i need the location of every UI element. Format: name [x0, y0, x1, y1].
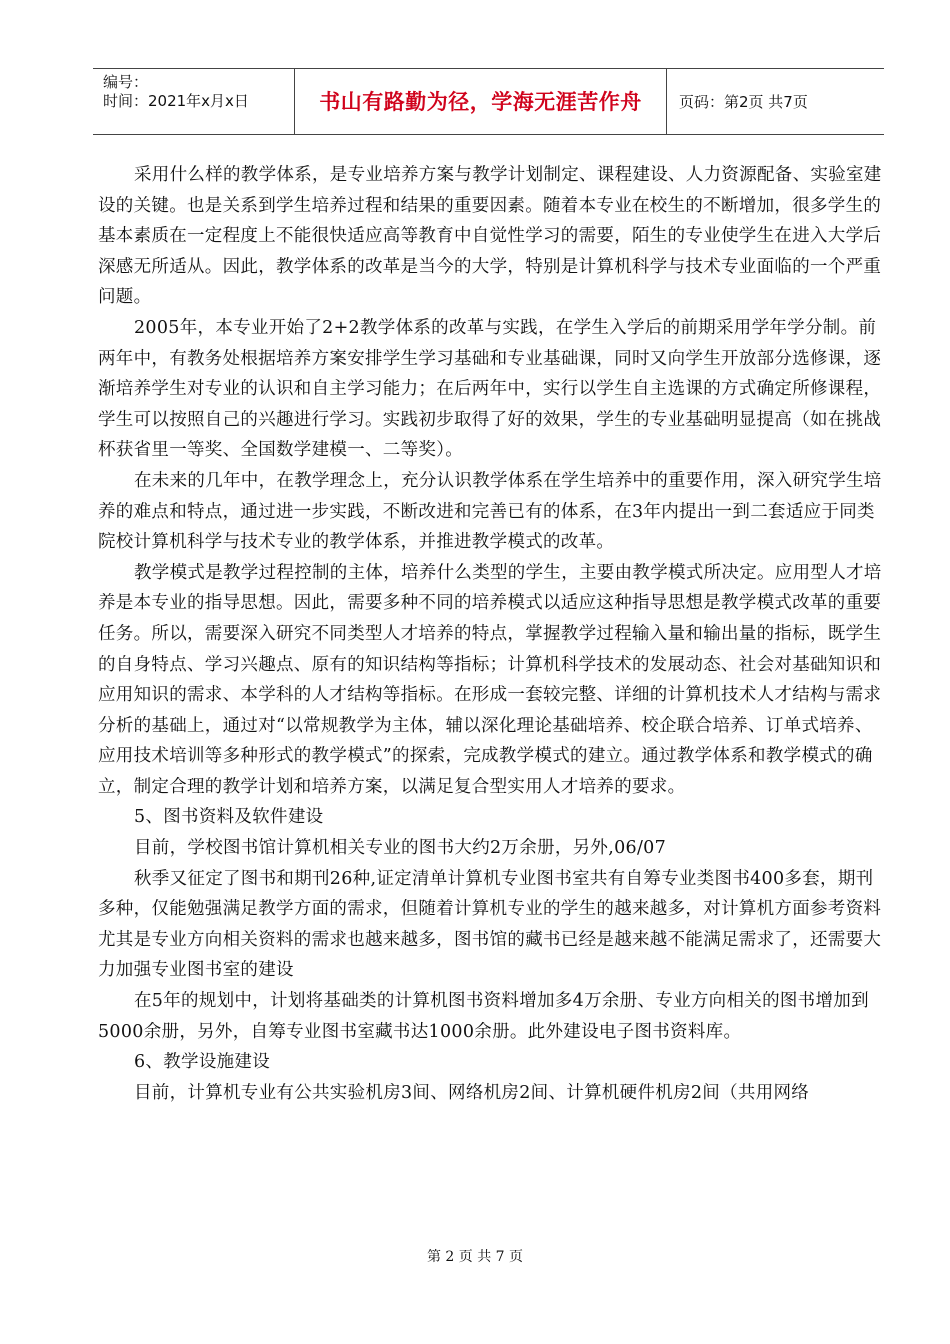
paragraph-teaching-system: 采用什么样的教学体系，是专业培养方案与教学计划制定、课程建设、人力资源配备、实验室建设的关键。也是关系到学生培养过程和结果的重要因素。随着本专业在校生的不断增加，很多学生的基本素质在一定程度上不能很快适应高等教育中自觉性学习的需要，陌生的专业使学生在进入大学后深感无所适从。因此，教学体系的改革是当今的大学，特别是计算机科学与技术专业面临的一个严重问题。 [98, 165, 882, 308]
header-motto: 书山有路勤为径，学海无涯苦作舟 [319, 90, 642, 114]
header-left-cell [93, 69, 295, 134]
paragraph-future-plan: 在未来的几年中，在教学理念上，充分认识教学体系在学生培养中的重要作用，深入研究学生培养的难点和特点，通过进一步实践，不断改进和完善已有的体系，在3年内提出一到二套适应于同类院校计算机科学与技术专业的教学体系，并推进教学模式的改革。 [98, 470, 882, 553]
section-heading-facilities: 6、教学设施建设 [134, 1052, 271, 1073]
paragraph-2005-reform: 2005年，本专业开始了2+2教学体系的改革与实践，在学生入学后的前期采用学年学分制。前两年中，有教务处根据培养方案安排学生学习基础和专业基础课，同时又向学生开放部分选修课，逐渐培养学生对专业的认识和自主学习能力；在后两年中，实行以学生自主选课的方式确定所修课程，学生可以按照自己的兴趣进行学习。实践初步取得了好的效果，学生的专业基础明显提高（如在挑战杯获省里一等奖、全国数学建模一、二等奖）。 [98, 317, 882, 461]
page-footer-number: 第 2 页 共 7 页 [426, 1249, 524, 1265]
header-page-cell [667, 69, 884, 134]
document-body [98, 160, 888, 1108]
header-page-info: 页码：第2页 共7页 [679, 93, 808, 111]
page-header [93, 68, 884, 135]
paragraph-library-plan: 在5年的规划中，计划将基础类的计算机图书资料增加多4万余册、专业方向相关的图书增加到5000余册，另外，自筹专业图书室藏书达1000余册。此外建设电子图书资料库。 [98, 991, 869, 1042]
section-heading-library: 5、图书资料及软件建设 [134, 807, 324, 828]
document-date: 时间：2021年x月x日 [103, 92, 249, 110]
paragraph-library-acquisition: 秋季又征定了图书和期刊26种,证定清单计算机专业图书室共有自筹专业类图书400多套，期刊多种，仅能勉强满足教学方面的需求，但随着计算机专业的学生的越来越多，对计算机方面参考资料尤其是专业方向相关资料的需求也越来越多，图书馆的藏书已经是越来越不能满足需求了，还需要大力加强专业图书室的建设 [98, 868, 882, 981]
paragraph-teaching-mode: 教学模式是教学过程控制的主体，培养什么类型的学生，主要由教学模式所决定。应用型人才培养是本专业的指导思想。因此，需要多种不同的培养模式以适应这种指导思想是教学模式改革的重要任务。所以，需要深入研究不同类型人才培养的特点，掌握教学过程输入量和输出量的指标，既学生的自身特点、学习兴趣点、原有的知识结构等指标；计算机科学技术的发展动态、社会对基础知识和应用知识的需求、本学科的人才结构等指标。在形成一套较完整、详细的计算机技术人才结构与需求分析的基础上，通过对“以常规教学为主体，辅以深化理论基础培养、校企联合培养、订单式培养、应用技术培训等多种形式的教学模式”的探索，完成教学模式的建立。通过教学体系和教学模式的确立，制定合理的教学计划和培养方案，以满足复合型实用人才培养的要求。 [98, 562, 882, 797]
paragraph-facilities-current: 目前，计算机专业有公共实验机房3间、网络机房2间、计算机硬件机房2间（共用网络 [134, 1082, 810, 1103]
header-motto-cell [295, 69, 667, 134]
paragraph-library-current: 目前，学校图书馆计算机相关专业的图书大约2万余册，另外,06/07 [134, 838, 667, 859]
document-number-label: 编号： [103, 73, 149, 91]
